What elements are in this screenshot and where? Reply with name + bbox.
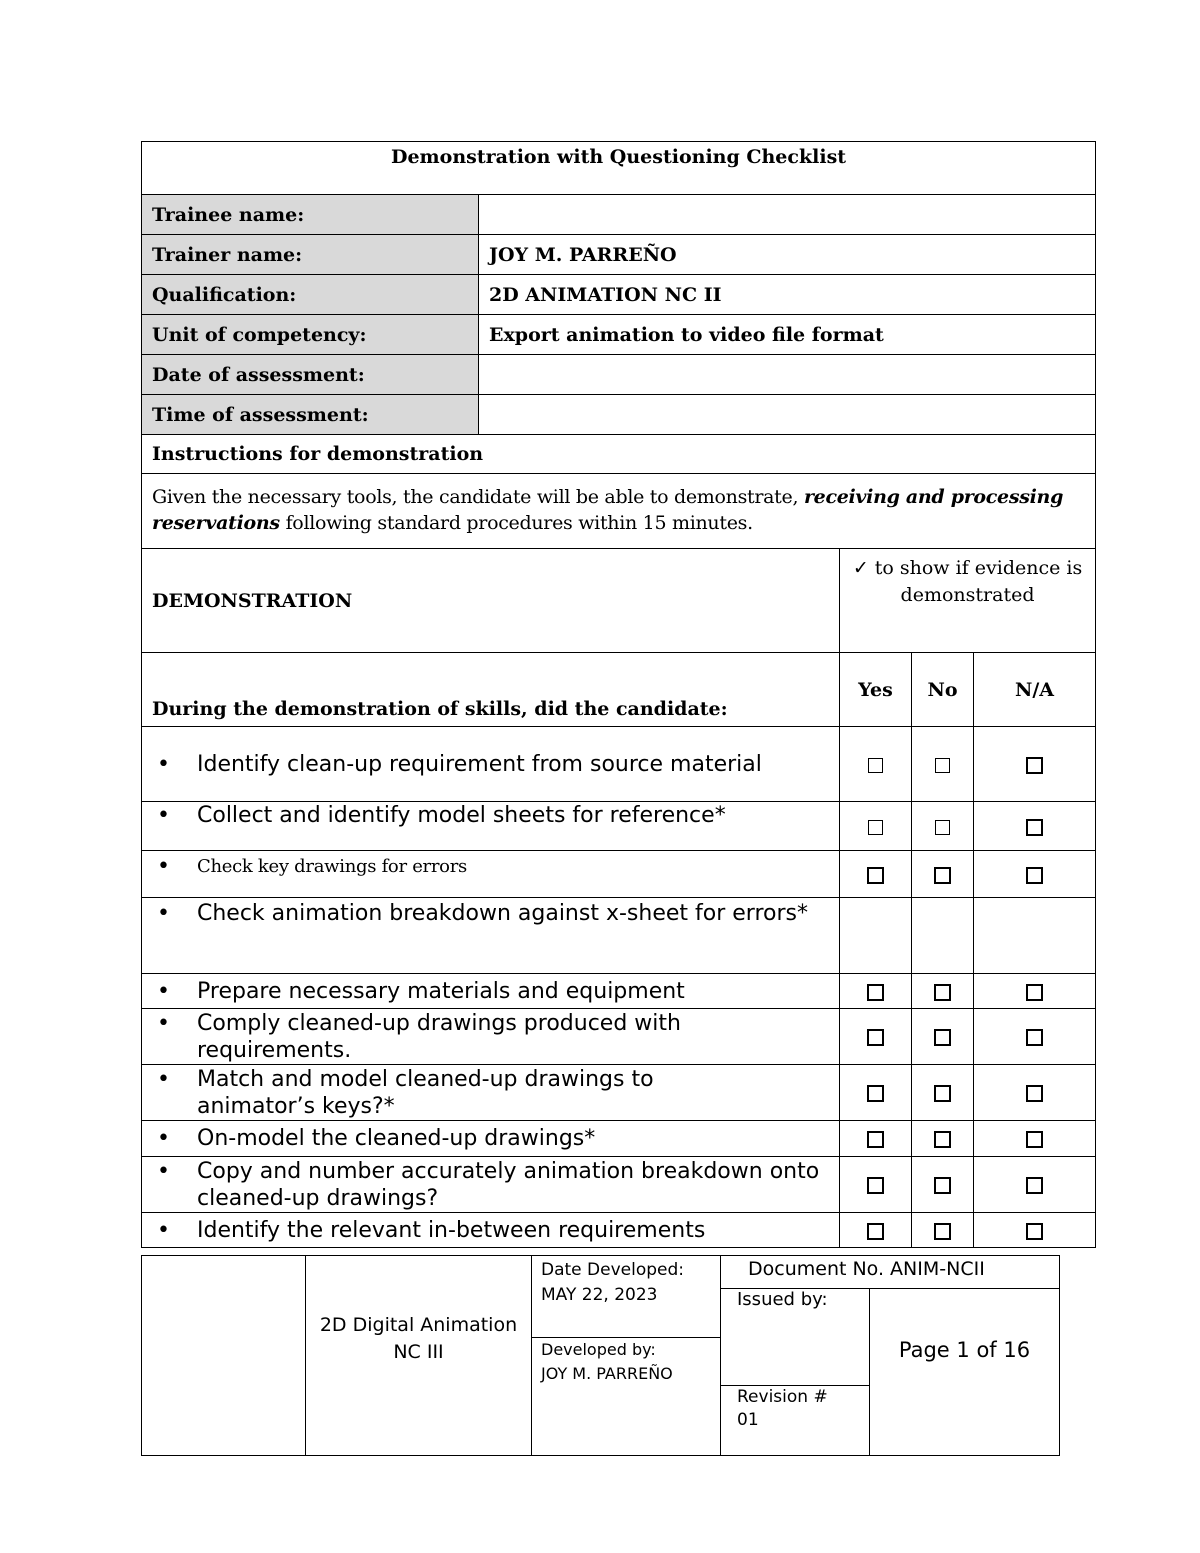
checklist-item (142, 802, 840, 851)
footer-divider (869, 1288, 870, 1455)
footer-page-number: Page 1 of 16 (898, 1338, 1031, 1362)
item-text: Check animation breakdown against x-sheet for errors* (197, 901, 808, 926)
item-text: Comply cleaned-up drawings produced with requirements. (197, 1010, 681, 1063)
footer-divider (720, 1385, 869, 1386)
item-text: On-model the cleaned-up drawings* (197, 1126, 596, 1151)
checklist-row (142, 898, 1096, 974)
checklist-row (142, 1009, 1096, 1065)
footer-developed-by-label: Developed by: (541, 1340, 656, 1359)
checklist-row (142, 1121, 1096, 1157)
checklist-item (142, 1157, 840, 1213)
yes-checkbox[interactable] (867, 867, 884, 884)
demonstration-label: DEMONSTRATION (142, 549, 840, 653)
document-footer (141, 1255, 1060, 1456)
column-na: N/A (974, 653, 1096, 727)
footer-date-developed-label: Date Developed: (541, 1260, 684, 1280)
na-checkbox[interactable] (1026, 757, 1043, 774)
checklist-row (142, 974, 1096, 1009)
no-checkbox[interactable] (934, 1131, 951, 1148)
bullet: • (157, 901, 170, 926)
instructions-text (142, 474, 1096, 549)
no-checkbox[interactable] (934, 867, 951, 884)
checklist-row (142, 1065, 1096, 1121)
checklist-table (141, 141, 1096, 1248)
footer-document-no: Document No. ANIM-NCII (748, 1258, 985, 1280)
na-checkbox[interactable] (1026, 1029, 1043, 1046)
bullet: • (157, 1066, 170, 1092)
na-checkbox[interactable] (1026, 819, 1043, 836)
footer-issued-by-label: Issued by: (737, 1289, 828, 1310)
instructions-prefix: Given the necessary tools, the candidate will be able to demonstrate, (152, 486, 804, 508)
na-checkbox[interactable] (1026, 984, 1043, 1001)
footer-divider (531, 1256, 532, 1455)
trainee-name-value[interactable] (479, 195, 1096, 235)
yes-checkbox[interactable] (868, 758, 883, 773)
yes-checkbox[interactable] (868, 820, 883, 835)
footer-developed-by: JOY M. PARREÑO (541, 1364, 673, 1383)
instructions-heading: Instructions for demonstration (142, 435, 1096, 474)
na-checkbox[interactable] (1026, 1131, 1043, 1148)
na-checkbox[interactable] (1026, 1085, 1043, 1102)
yes-checkbox[interactable] (867, 1223, 884, 1240)
na-checkbox[interactable] (1026, 1223, 1043, 1240)
no-checkbox[interactable] (935, 820, 950, 835)
checklist-row (142, 802, 1096, 851)
item-text: Match and model cleaned-up drawings to animator’s keys?* (197, 1066, 654, 1119)
no-checkbox[interactable] (934, 1223, 951, 1240)
checklist-row (142, 1157, 1096, 1213)
footer-divider (531, 1337, 720, 1338)
yes-checkbox[interactable] (867, 984, 884, 1001)
instructions-suffix: following standard procedures within 15 minutes. (279, 512, 753, 534)
time-of-assessment-label: Time of assessment: (142, 395, 479, 435)
no-cell-empty (912, 898, 974, 974)
bullet: • (157, 803, 170, 828)
yes-checkbox[interactable] (867, 1085, 884, 1102)
yes-checkbox[interactable] (867, 1029, 884, 1046)
item-text: Copy and number accurately animation breakdown onto cleaned-up drawings? (197, 1158, 820, 1211)
checklist-row (142, 1213, 1096, 1248)
form-title: Demonstration with Questioning Checklist (142, 142, 1096, 195)
bullet: • (157, 978, 170, 1004)
no-checkbox[interactable] (934, 1085, 951, 1102)
bullet: • (157, 1217, 170, 1243)
item-text: Identify the relevant in-between requirements (197, 1217, 706, 1243)
bullet: • (157, 1158, 170, 1184)
item-text: Identify clean-up requirement from source material (197, 751, 762, 777)
question-prompt: During the demonstration of skills, did the candidate: (142, 653, 840, 727)
yes-checkbox[interactable] (867, 1177, 884, 1194)
column-yes: Yes (840, 653, 912, 727)
checklist-item (142, 1213, 840, 1248)
column-no: No (912, 653, 974, 727)
no-checkbox[interactable] (934, 1029, 951, 1046)
unit-of-competency-label: Unit of competency: (142, 315, 479, 355)
checklist-item (142, 851, 840, 898)
checklist-row (142, 851, 1096, 898)
evidence-note: ✓ to show if evidence is demonstrated (840, 549, 1096, 653)
checklist-item (142, 898, 840, 974)
checklist-item (142, 974, 840, 1009)
checklist-item (142, 727, 840, 802)
footer-divider (720, 1256, 721, 1455)
checklist-row (142, 727, 1096, 802)
na-cell-empty (974, 898, 1096, 974)
na-checkbox[interactable] (1026, 867, 1043, 884)
bullet: • (157, 751, 170, 777)
instructions-emphasis: receiving and processing reservations (152, 486, 1064, 534)
no-checkbox[interactable] (934, 1177, 951, 1194)
checklist-item (142, 1009, 840, 1065)
trainer-name-value: JOY M. PARREÑO (479, 235, 1096, 275)
item-text: Prepare necessary materials and equipment (197, 978, 685, 1004)
checklist-item (142, 1065, 840, 1121)
bullet: • (157, 1126, 170, 1151)
no-checkbox[interactable] (935, 758, 950, 773)
yes-checkbox[interactable] (867, 1131, 884, 1148)
footer-revision: 01 (737, 1410, 759, 1430)
na-checkbox[interactable] (1026, 1177, 1043, 1194)
date-of-assessment-value[interactable] (479, 355, 1096, 395)
date-of-assessment-label: Date of assessment: (142, 355, 479, 395)
time-of-assessment-value[interactable] (479, 395, 1096, 435)
footer-date-developed: MAY 22, 2023 (541, 1285, 658, 1305)
unit-of-competency-value: Export animation to video file format (479, 315, 1096, 355)
trainer-name-label: Trainer name: (142, 235, 479, 275)
yes-cell-empty (840, 898, 912, 974)
item-text: Collect and identify model sheets for reference* (197, 803, 726, 828)
checklist-item (142, 1121, 840, 1157)
bullet: • (157, 1010, 170, 1036)
qualification-label: Qualification: (142, 275, 479, 315)
no-checkbox[interactable] (934, 984, 951, 1001)
footer-course: 2D Digital Animation NC III (319, 1314, 518, 1363)
footer-revision-label: Revision # (737, 1387, 828, 1407)
trainee-name-label: Trainee name: (142, 195, 479, 235)
item-text: Check key drawings for errors (197, 856, 467, 877)
qualification-value: 2D ANIMATION NC II (479, 275, 1096, 315)
bullet: • (157, 854, 170, 879)
